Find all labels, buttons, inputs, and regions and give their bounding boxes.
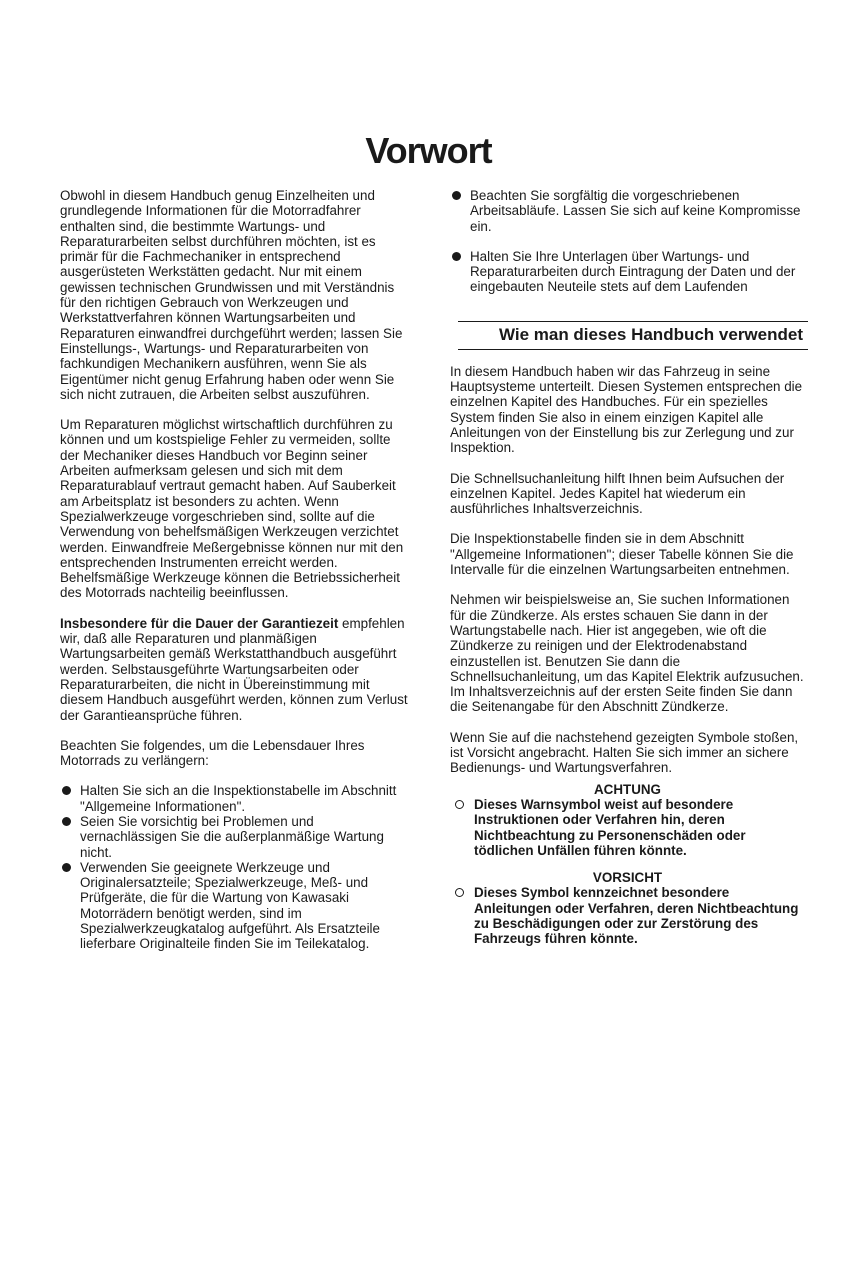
bullet-icon bbox=[62, 863, 71, 872]
list-item bbox=[60, 814, 410, 860]
repair-paragraph: Um Reparaturen möglichst wirtschaftlich durchführen zu können und um kostspielige Fehler zu vermeiden, sollte der Mechaniker dieses Handbuch vor Beginn seiner Arbeiten aufmerksam gelesen und sich mit dem Reparaturablauf vertraut gemacht haben. Auf Sauberkeit am Arbeitsplatz ist besonders zu achten. Wenn Spezialwerkzeuge vorgeschrieben sind, sollte auf die Verwendung von behelfsmäßigen Werkzeugen verzichtet werden. Einwandfreie Meßergebnisse können nur mit den entsprechenden Instrumenten erreicht werden. Behelfsmäßige Werkzeuge können die Betriebssicherheit des Motorrads nachteilig beeinflussen. bbox=[60, 417, 404, 601]
caution-title: VORSICHT bbox=[592, 870, 663, 886]
list-item-text: Halten Sie sich an die Inspektionstabelle im Abschnitt "Allgemeine Informationen". bbox=[80, 783, 397, 814]
section-divider-top bbox=[458, 321, 808, 322]
inspection-paragraph: Die Inspektionstabelle finden sie in dem Abschnitt "Allgemeine Informationen"; dieser Tabelle können Sie die Intervalle für die einzelnen Wartungsarbeiten entnehmen. bbox=[450, 531, 794, 578]
list-item-text: Beachten Sie sorgfältig die vorgeschriebenen Arbeitsabläufe. Lassen Sie sich auf keine Kompromisse ein. bbox=[470, 188, 801, 234]
lifespan-list bbox=[60, 783, 410, 951]
example-paragraph: Nehmen wir beispielsweise an, Sie suchen Informationen für die Zündkerze. Als erstes schauen Sie dann in der Wartungstabelle nach. Hier ist angegeben, wie oft die Zündkerze zu reinigen und der Elektrodenabstand einzustellen ist. Benutzen Sie dann die Schnellsuchanleitung, um das Kapitel Elektrik aufzusuchen. Im Inhaltsverzeichnis auf der ersten Seite finden Sie dann die Seitenangabe für den Abschnitt Zündkerze. bbox=[450, 592, 804, 715]
circle-bullet-icon bbox=[455, 800, 464, 809]
section-heading: Wie man dieses Handbuch verwendet bbox=[498, 324, 803, 344]
section-divider-bottom bbox=[458, 349, 808, 350]
symbols-paragraph: Wenn Sie auf die nachstehend gezeigten Symbole stoßen, ist Vorsicht angebracht. Halten Sie sich immer an sichere Bedienungs- und Wartungsverfahren. bbox=[450, 729, 799, 776]
warranty-text: empfehlen wir, daß alle Reparaturen und planmäßigen Wartungsarbeiten gemäß Werkstatthandbuch ausgeführt werden. Selbstausgeführte Wartungsarbeiten oder Reparaturarbeiten, die nicht in Übereinstimmung mit diesem Handbuch ausgeführt werden, können zum Verlust der Garantieansprüche führen. bbox=[60, 615, 408, 723]
list-item-text: Seien Sie vorsichtig bei Problemen und vernachlässigen Sie die außerplanmäßige Wartung nicht. bbox=[80, 813, 384, 860]
bullet-icon bbox=[62, 786, 71, 795]
right-column bbox=[450, 188, 805, 959]
list-item bbox=[60, 783, 410, 814]
intro-paragraph: Obwohl in diesem Handbuch genug Einzelheiten und grundlegende Informationen für die Motorradfahrer enthalten sind, die bestimmte Wartungs- und Reparaturarbeiten selbst durchführen möchten, ist es primär für die Fachmechaniker in entsprechend ausgerüsteten Werkstätten gedacht. Nur mit einem gewissen technischen Grundwissen und mit Verständnis für den richtigen Gebrauch von Werkzeugen und Werkstattverfahren können Wartungsarbeiten und Reparaturen einwandfrei durchgeführt werden; lassen Sie Einstellungs-, Wartungs- und Reparaturarbeiten von fachkundigen Mechanikern ausführen, wenn Sie als Eigentümer nicht genug Erfahrung haben oder wenn Sie sich nicht zutrauen, die Arbeiten selbst auszuführen. bbox=[60, 188, 403, 402]
caution-text: Dieses Symbol kennzeichnet besondere Anleitungen oder Verfahren, deren Nichtbeachtung zu Beschädigungen oder zur Zerstörung des Fahrzeugs führen könnte. bbox=[474, 885, 799, 947]
list-item bbox=[450, 188, 805, 234]
warning-text: Dieses Warnsymbol weist auf besondere Instruktionen oder Verfahren hin, deren Nichtbeachtung zu Personenschäden oder tödlichen Unfällen führen könnte. bbox=[474, 796, 746, 858]
warranty-emphasis: Insbesondere für die Dauer der Garantiezeit bbox=[60, 615, 339, 631]
left-column bbox=[60, 188, 410, 952]
page-title: Vorwort bbox=[365, 130, 492, 171]
lifespan-paragraph: Beachten Sie folgendes, um die Lebensdauer Ihres Motorrads zu verlängern: bbox=[60, 737, 365, 769]
bullet-icon bbox=[452, 252, 461, 261]
list-item bbox=[450, 249, 805, 295]
warranty-paragraph bbox=[60, 616, 410, 723]
quick-search-paragraph: Die Schnellsuchanleitung hilft Ihnen beim Aufsuchen der einzelnen Kapitel. Jedes Kapitel hat wiederum ein ausführliches Inhaltsverzeichnis. bbox=[450, 470, 785, 517]
bullet-icon bbox=[62, 817, 71, 826]
list-item-text: Verwenden Sie geeignete Werkzeuge und Originalersatzteile; Spezialwerkzeuge, Meß- und Prüfgeräte, die für die Wartung von Kawasaki Motorrädern benötigt werden, sind im Spezialwerkzeugkatalog aufgeführt. Als Ersatzteile lieferbare Originalteile finden Sie im Teilekatalog. bbox=[80, 859, 380, 952]
warning-note bbox=[450, 797, 805, 858]
warning-title: ACHTUNG bbox=[594, 781, 661, 797]
list-item bbox=[60, 860, 410, 952]
circle-bullet-icon bbox=[455, 888, 464, 897]
list-item-text: Halten Sie Ihre Unterlagen über Wartungs- und Reparaturarbeiten durch Eintragung der Daten und der eingebauten Neuteile stets auf dem Laufenden bbox=[470, 248, 796, 295]
lifespan-list-continued bbox=[450, 188, 805, 295]
caution-note bbox=[450, 885, 805, 946]
structure-paragraph: In diesem Handbuch haben wir das Fahrzeug in seine Hauptsysteme unterteilt. Diesen Systemen entsprechen die einzelnen Kapitel des Handbuches. Für ein spezielles System finden Sie also in einem einzigen Kapitel alle Anleitungen von der Einstellung bis zur Zerlegung und zur Inspektion. bbox=[450, 363, 803, 456]
bullet-icon bbox=[452, 191, 461, 200]
